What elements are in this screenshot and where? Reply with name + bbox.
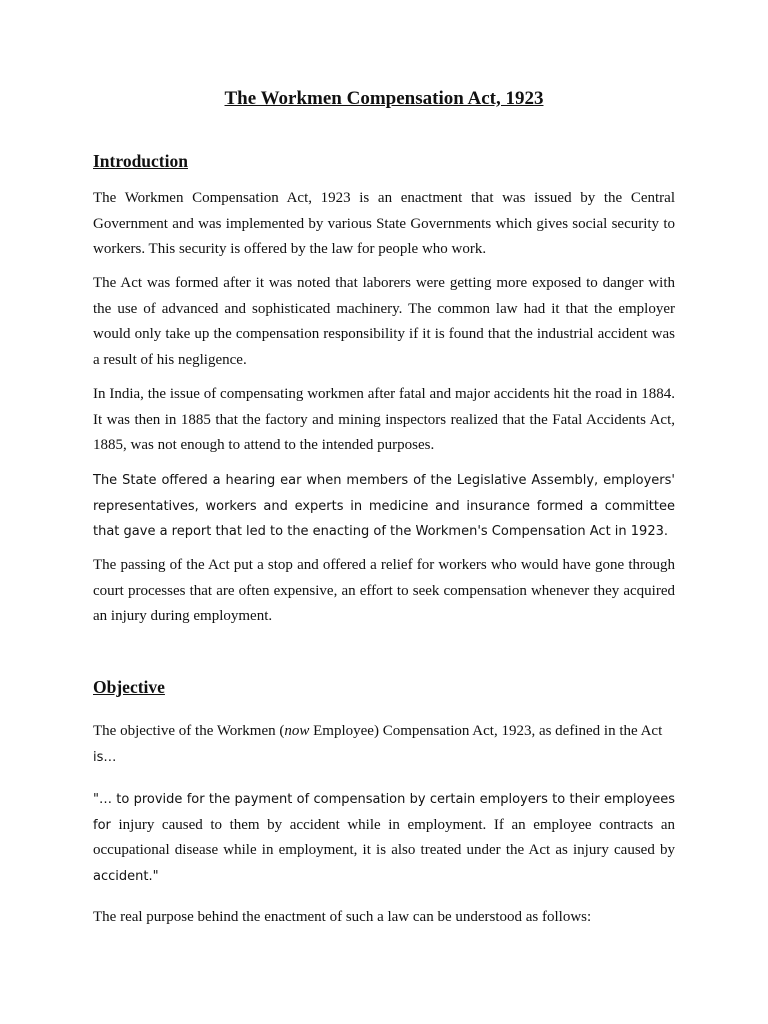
- objective-intro-end: is…: [93, 749, 117, 765]
- objective-heading: Objective: [93, 677, 165, 697]
- objective-quote-start: "… to provide for the payment of compensation by certain employers to their employees for: [93, 792, 675, 833]
- objective-quote: [93, 787, 675, 889]
- intro-paragraph-2: The Act was formed after it was noted that laborers were getting more exposed to danger with the use of advanced and sophisticated machinery. The common law had it that the employer would only take up the compensation responsibility if it is found that the industrial accident was a result of his negligence.: [93, 275, 675, 368]
- intro-paragraph-4-text: The State offered a hearing ear when members of the Legislative Assembly, employers' representatives, workers and experts in medicine and insurance formed a committee that gave a report that led to the enacting of the Workmen's Compensation Act in 1923.: [93, 473, 675, 539]
- intro-paragraph-4: [93, 468, 675, 545]
- document-title: The Workmen Compensation Act, 1923: [224, 88, 544, 109]
- intro-paragraph-5: The passing of the Act put a stop and offered a relief for workers who would have gone through court processes that are often expensive, an effort to seek compensation whenever they acquired an injury during employment.: [93, 557, 675, 624]
- objective-intro-italic: now: [284, 723, 310, 739]
- intro-paragraph-3: In India, the issue of compensating workmen after fatal and major accidents hit the road in 1884. It was then in 1885 that the factory and mining inspectors realized that the Fatal Accidents Act, 1885, was not enough to attend to the intended purposes.: [93, 386, 675, 453]
- objective-intro-part-2: Employee) Compensation Act, 1923, as defined in the Act: [309, 723, 663, 739]
- objective-quote-middle: injury caused to them by accident while in employment. If an employee contracts an occupational disease while in employment, it is also treated under the Act as injury caused by: [93, 816, 676, 858]
- objective-quote-end: accident.": [93, 868, 159, 884]
- objective-purpose: The real purpose behind the enactment of such a law can be understood as follows:: [93, 909, 592, 925]
- objective-intro: [93, 719, 675, 770]
- intro-paragraph-1: The Workmen Compensation Act, 1923 is an enactment that was issued by the Central Government and was implemented by various State Governments which gives social security to workers. This security is offered by the law for people who work.: [93, 190, 675, 257]
- objective-intro-part-1: The objective of the Workmen (: [93, 723, 285, 739]
- introduction-heading: Introduction: [93, 151, 188, 171]
